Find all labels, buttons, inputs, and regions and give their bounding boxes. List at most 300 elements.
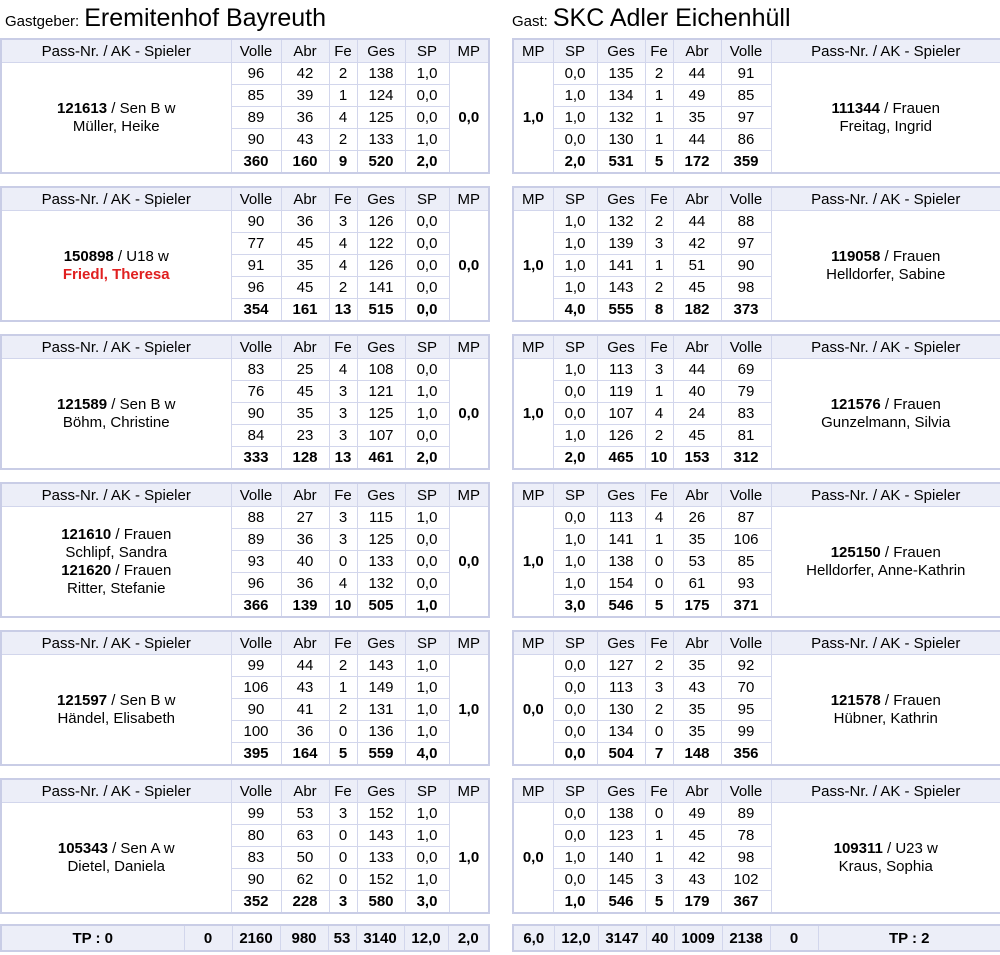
player-pass-line [2,396,231,414]
score-cell: 124 [357,85,405,107]
score-cell: 125 [357,529,405,551]
match-points: 1,0 [513,211,553,322]
score-cell: 135 [597,63,645,85]
sum-cell: 228 [281,891,329,914]
column-header: MP [513,483,553,507]
sum-cell: 1,0 [405,595,449,618]
score-cell: 0 [329,847,357,869]
player-name: Müller, Heike [72,117,160,135]
sum-cell: 5 [645,891,673,914]
player-age-class: / Frauen [111,525,172,543]
score-cell: 84 [231,425,281,447]
score-cell: 1,0 [553,551,597,573]
score-cell: 61 [673,573,721,595]
column-header: Abr [281,335,329,359]
score-cell: 49 [673,85,721,107]
sum-cell: 367 [721,891,771,914]
score-cell: 145 [597,869,645,891]
column-header: Volle [721,483,771,507]
score-cell: 36 [281,107,329,129]
sum-cell: 8 [645,299,673,322]
score-cell: 2 [645,63,673,85]
score-cell: 1,0 [553,573,597,595]
score-cell: 1 [645,85,673,107]
score-cell: 138 [357,63,405,85]
column-header: MP [513,631,553,655]
column-header: Volle [721,335,771,359]
score-cell: 4 [645,507,673,529]
guest-block-table [512,186,1000,322]
column-header: Pass-Nr. / AK - Spieler [1,483,231,507]
column-header: Volle [721,187,771,211]
column-header: MP [449,779,489,803]
sum-cell: 172 [673,151,721,174]
column-header: Pass-Nr. / AK - Spieler [1,335,231,359]
score-cell: 35 [673,699,721,721]
column-header: Fe [329,483,357,507]
score-cell: 90 [231,129,281,151]
column-header: Volle [231,39,281,63]
score-cell: 2 [329,63,357,85]
score-cell: 85 [231,85,281,107]
score-cell: 83 [721,403,771,425]
sum-cell: 352 [231,891,281,914]
score-cell: 69 [721,359,771,381]
column-header: Fe [329,39,357,63]
player-age-class: / Frauen [880,543,941,561]
player-age-class: / Sen B w [107,691,176,709]
score-cell: 3 [329,529,357,551]
totals-home-cell: 0 [184,925,232,951]
sum-cell: 13 [329,299,357,322]
score-cell: 106 [721,529,771,551]
sum-cell: 546 [597,595,645,618]
sum-cell: 3,0 [405,891,449,914]
score-cell: 0,0 [553,655,597,677]
sum-cell: 10 [329,595,357,618]
score-cell: 43 [673,677,721,699]
score-cell: 0,0 [553,803,597,825]
score-cell: 90 [721,255,771,277]
column-header: Ges [597,335,645,359]
sum-cell: 0,0 [405,299,449,322]
guest-block-table [512,778,1000,914]
score-cell: 141 [597,255,645,277]
column-header: SP [405,335,449,359]
score-cell: 35 [281,403,329,425]
score-cell: 88 [231,507,281,529]
column-header: Ges [357,335,405,359]
player-cell [771,655,1000,766]
totals-guest-cell: 2138 [722,925,770,951]
score-cell: 0,0 [553,129,597,151]
score-cell: 1,0 [553,233,597,255]
score-cell: 91 [231,255,281,277]
totals-guest-cell: 1009 [674,925,722,951]
score-cell: 0,0 [405,529,449,551]
round-row [1,359,489,381]
score-cell: 1,0 [405,403,449,425]
column-header-row [513,483,1000,507]
player-name: Kraus, Sophia [838,857,933,875]
score-cell: 23 [281,425,329,447]
home-team-name: Eremitenhof Bayreuth [84,4,327,32]
score-cell: 126 [357,211,405,233]
home-label: Gastgeber: [5,13,80,30]
player-age-class: / Sen B w [107,395,176,413]
column-header: Fe [329,335,357,359]
sum-cell: 5 [645,595,673,618]
score-cell: 96 [231,277,281,299]
column-header: Ges [597,187,645,211]
score-cell: 130 [597,699,645,721]
score-cell: 1,0 [405,129,449,151]
score-cell: 122 [357,233,405,255]
sum-cell: 354 [231,299,281,322]
score-cell: 0,0 [553,869,597,891]
score-cell: 85 [721,85,771,107]
score-cell: 1,0 [405,825,449,847]
score-cell: 0 [329,825,357,847]
round-row [513,63,1000,85]
sum-cell: 153 [673,447,721,470]
score-cell: 97 [721,107,771,129]
column-header-row [513,335,1000,359]
column-header: Volle [231,187,281,211]
column-header: Volle [231,483,281,507]
score-cell: 1 [645,847,673,869]
column-header: Abr [673,187,721,211]
score-cell: 131 [357,699,405,721]
score-cell: 44 [281,655,329,677]
column-header: Pass-Nr. / AK - Spieler [771,335,1000,359]
column-header: Volle [721,631,771,655]
player-cell [1,507,231,618]
sum-cell: 360 [231,151,281,174]
column-header: SP [405,779,449,803]
score-cell: 1,0 [405,63,449,85]
column-header: Abr [673,631,721,655]
score-cell: 0 [645,721,673,743]
score-cell: 35 [673,721,721,743]
score-cell: 24 [673,403,721,425]
home-block-table [0,186,490,322]
score-cell: 154 [597,573,645,595]
player-pass-number: 105343 [57,839,108,857]
score-cell: 90 [231,403,281,425]
sum-cell: 128 [281,447,329,470]
player-pass-line [772,396,1000,414]
match-points: 0,0 [449,211,489,322]
match-points: 0,0 [449,63,489,174]
column-header: SP [553,335,597,359]
score-cell: 143 [597,277,645,299]
score-cell: 113 [597,507,645,529]
column-header: Abr [281,483,329,507]
round-row [1,655,489,677]
score-cell: 1,0 [405,655,449,677]
score-cell: 85 [721,551,771,573]
score-cell: 44 [673,129,721,151]
score-cell: 40 [281,551,329,573]
player-pass-line [2,100,231,118]
score-cell: 44 [673,63,721,85]
totals-home-cell: 980 [280,925,328,951]
score-cell: 3 [329,507,357,529]
column-header: MP [513,335,553,359]
score-cell: 88 [721,211,771,233]
player-pass-line [2,248,231,266]
score-cell: 0 [645,573,673,595]
score-cell: 27 [281,507,329,529]
score-cell: 90 [231,869,281,891]
player-pass-line [772,840,1000,858]
column-header: SP [553,187,597,211]
score-cell: 81 [721,425,771,447]
score-cell: 1 [645,825,673,847]
column-header: Abr [281,779,329,803]
guest-block-table [512,630,1000,766]
sum-cell: 148 [673,743,721,766]
column-header: Abr [673,335,721,359]
match-points: 0,0 [449,507,489,618]
score-cell: 36 [281,721,329,743]
player-pass-line [2,562,231,580]
score-cell: 4 [645,403,673,425]
player-age-class: / Frauen [880,395,941,413]
column-header: Volle [231,779,281,803]
score-cell: 3 [645,677,673,699]
score-cell: 133 [357,129,405,151]
score-cell: 141 [357,277,405,299]
score-cell: 2 [329,655,357,677]
score-cell: 0,0 [405,573,449,595]
score-cell: 26 [673,507,721,529]
score-cell: 141 [597,529,645,551]
column-header: Fe [645,631,673,655]
score-cell: 0,0 [405,425,449,447]
sum-cell: 139 [281,595,329,618]
score-cell: 107 [597,403,645,425]
player-name: Helldorfer, Sabine [826,265,946,283]
score-cell: 36 [281,573,329,595]
score-cell: 0,0 [553,381,597,403]
score-cell: 35 [673,529,721,551]
column-header: SP [405,39,449,63]
totals-home-cell: 2160 [232,925,280,951]
score-cell: 1,0 [405,699,449,721]
sum-cell: 531 [597,151,645,174]
sum-cell: 356 [721,743,771,766]
score-cell: 43 [673,869,721,891]
score-cell: 138 [597,551,645,573]
score-cell: 136 [357,721,405,743]
score-cell: 0,0 [553,507,597,529]
column-header: SP [553,631,597,655]
player-cell [1,359,231,470]
score-cell: 77 [231,233,281,255]
column-header: MP [513,187,553,211]
score-cell: 43 [281,677,329,699]
column-header: Fe [645,187,673,211]
column-header: Pass-Nr. / AK - Spieler [771,631,1000,655]
player-cell [1,803,231,914]
sum-cell: 505 [357,595,405,618]
column-header-row [513,39,1000,63]
score-cell: 100 [231,721,281,743]
column-header: MP [449,335,489,359]
player-pass-number: 125150 [830,543,881,561]
player-pass-number: 121597 [57,691,108,709]
score-cell: 35 [281,255,329,277]
column-header: MP [449,631,489,655]
score-cell: 1,0 [405,507,449,529]
player-pass-number: 121610 [61,525,112,543]
column-header: Ges [597,779,645,803]
score-cell: 0,0 [553,825,597,847]
sum-cell: 555 [597,299,645,322]
column-header: Pass-Nr. / AK - Spieler [1,39,231,63]
player-age-class: / Sen B w [107,99,176,117]
guest-block-table [512,334,1000,470]
column-header: Fe [645,335,673,359]
column-header: Abr [281,631,329,655]
player-age-class: / Frauen [111,561,172,579]
column-header: Ges [357,39,405,63]
score-cell: 36 [281,529,329,551]
sum-cell: 4,0 [553,299,597,322]
home-team-header [5,4,326,40]
round-row [513,655,1000,677]
score-cell: 1,0 [405,803,449,825]
score-cell: 99 [231,655,281,677]
round-row [1,211,489,233]
column-header: Ges [357,483,405,507]
home-block-table [0,334,490,470]
score-cell: 0,0 [553,63,597,85]
score-cell: 79 [721,381,771,403]
totals-guest-cell: 12,0 [554,925,598,951]
column-header: SP [405,631,449,655]
column-header: SP [405,483,449,507]
score-cell: 130 [597,129,645,151]
totals-guest-cell: TP : 2 [818,925,1000,951]
score-cell: 125 [357,107,405,129]
score-cell: 90 [231,699,281,721]
sum-cell: 371 [721,595,771,618]
score-cell: 108 [357,359,405,381]
column-header: Pass-Nr. / AK - Spieler [771,39,1000,63]
score-cell: 63 [281,825,329,847]
score-cell: 76 [231,381,281,403]
sum-cell: 5 [645,151,673,174]
player-age-class: / Frauen [880,247,941,265]
score-cell: 36 [281,211,329,233]
sum-cell: 3 [329,891,357,914]
score-cell: 3 [645,233,673,255]
score-cell: 50 [281,847,329,869]
column-header: Pass-Nr. / AK - Spieler [771,483,1000,507]
score-cell: 149 [357,677,405,699]
player-name: Schlipf, Sandra [65,543,168,561]
score-cell: 1 [329,85,357,107]
round-row [513,507,1000,529]
score-cell: 89 [231,529,281,551]
player-age-class: / Frauen [879,99,940,117]
score-cell: 90 [231,211,281,233]
sum-cell: 5 [329,743,357,766]
player-cell [771,359,1000,470]
score-cell: 133 [357,551,405,573]
match-points: 0,0 [513,803,553,914]
score-cell: 4 [329,107,357,129]
totals-guest-row [513,925,1000,951]
score-cell: 132 [597,107,645,129]
column-header: Volle [721,779,771,803]
column-header: Volle [721,39,771,63]
column-header: Volle [231,335,281,359]
score-cell: 93 [721,573,771,595]
score-cell: 127 [597,655,645,677]
player-age-class: / Sen A w [107,839,175,857]
score-cell: 2 [645,277,673,299]
column-header: Volle [231,631,281,655]
sum-cell: 161 [281,299,329,322]
sum-cell: 359 [721,151,771,174]
round-row [1,63,489,85]
sum-cell: 164 [281,743,329,766]
score-cell: 4 [329,233,357,255]
guest-block-table [512,482,1000,618]
totals-guest-cell: 3147 [598,925,646,951]
score-cell: 45 [281,381,329,403]
player-cell [1,63,231,174]
home-block-table [0,38,490,174]
score-cell: 125 [357,403,405,425]
player-pass-line [2,526,231,544]
player-name: Friedl, Theresa [62,265,170,283]
player-name: Händel, Elisabeth [57,709,176,727]
score-cell: 106 [231,677,281,699]
score-cell: 45 [673,425,721,447]
score-cell: 99 [231,803,281,825]
score-cell: 0,0 [405,255,449,277]
column-header-row [513,779,1000,803]
totals-home-cell: 3140 [356,925,404,951]
totals-guest-cell: 0 [770,925,818,951]
column-header-row [513,631,1000,655]
column-header: Abr [673,39,721,63]
match-points: 1,0 [449,803,489,914]
score-cell: 1 [645,107,673,129]
round-row [513,803,1000,825]
score-cell: 0,0 [405,359,449,381]
column-header: Pass-Nr. / AK - Spieler [1,631,231,655]
score-cell: 134 [597,85,645,107]
score-cell: 42 [673,233,721,255]
player-pass-number: 121620 [61,561,112,579]
column-header: Ges [597,483,645,507]
score-cell: 1 [645,529,673,551]
score-cell: 1,0 [405,721,449,743]
player-pass-line [772,100,1000,118]
score-cell: 143 [357,825,405,847]
totals-home-cell: 12,0 [404,925,448,951]
score-cell: 0 [329,869,357,891]
totals-guest [512,924,1000,952]
sum-cell: 465 [597,447,645,470]
score-cell: 0,0 [405,233,449,255]
